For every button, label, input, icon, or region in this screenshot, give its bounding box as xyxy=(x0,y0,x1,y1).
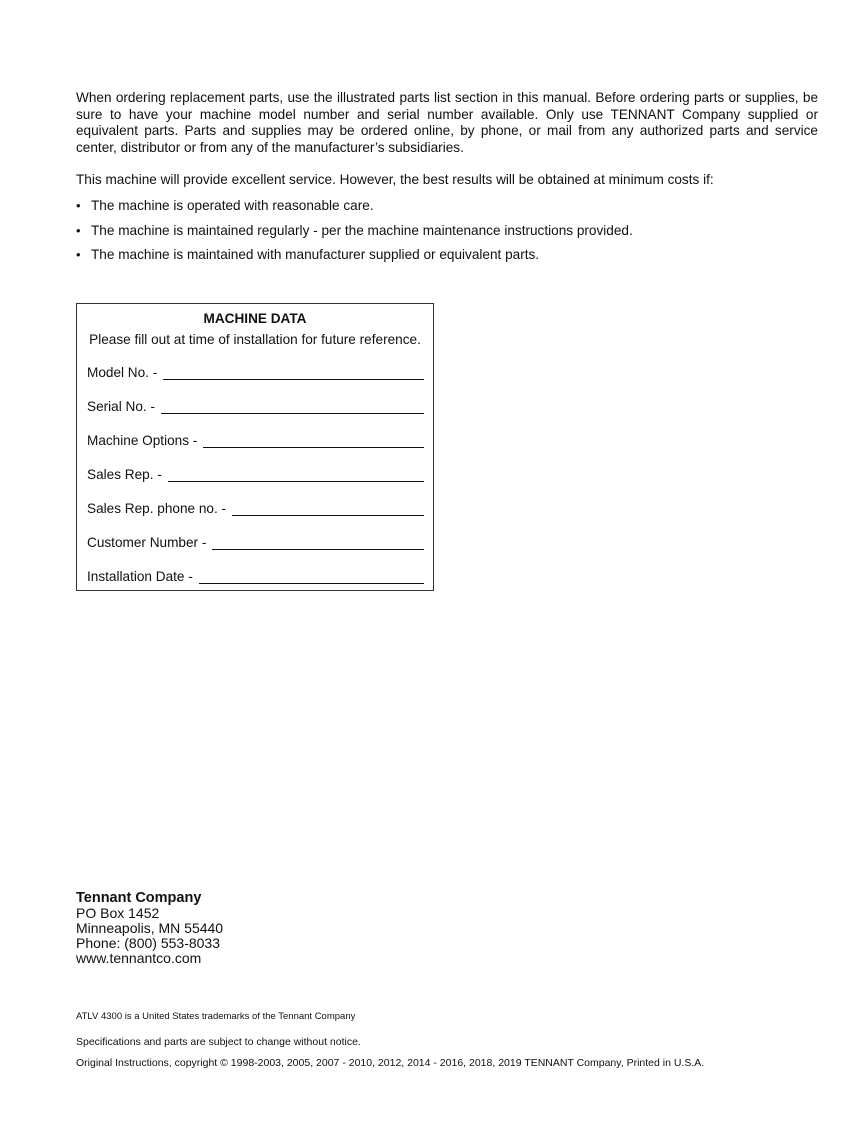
sales-rep-field[interactable] xyxy=(87,463,424,483)
field-label: Sales Rep. - xyxy=(87,467,162,482)
copyright-notice: Original Instructions, copyright © 1998-2003, 2005, 2007 - 2010, 2012, 2014 - 2016, 2018, 2019 TENNANT Company, Printed in U.S.A. xyxy=(76,1057,705,1069)
fill-in-line[interactable] xyxy=(199,571,424,584)
trademark-notice: ATLV 4300 is a United States trademarks of the Tennant Company xyxy=(76,1011,356,1022)
fill-in-line[interactable] xyxy=(212,537,424,550)
machine-data-subtitle: Please fill out at time of installation for future reference. xyxy=(89,332,421,347)
city-state-zip: Minneapolis, MN 55440 xyxy=(76,920,224,936)
phone-number: Phone: (800) 553-8033 xyxy=(76,935,220,951)
field-label: Machine Options - xyxy=(87,433,198,448)
customer-number-field[interactable] xyxy=(87,531,424,551)
fill-in-line[interactable] xyxy=(163,367,424,380)
company-address xyxy=(76,891,223,966)
service-paragraph: This machine will provide excellent service. However, the best results will be obtained at minimum costs if: xyxy=(76,172,714,187)
specifications-notice: Specifications and parts are subject to change without notice. xyxy=(76,1036,361,1048)
po-box: PO Box 1452 xyxy=(76,905,160,921)
machine-data-box xyxy=(76,303,434,591)
installation-date-field[interactable] xyxy=(87,565,424,585)
bullet-item xyxy=(76,247,633,272)
fill-in-line[interactable] xyxy=(161,401,424,414)
bullet-icon: • xyxy=(76,247,81,262)
intro-paragraph: When ordering replacement parts, use the illustrated parts list section in this manual. Before ordering parts or supplies, be sure to have your machine model number and serial number available. Only use TENNANT Company supplied or equivalent parts. Parts and supplies may be ordered online, by phone, or mail from any authorized parts and service center, distributor or from any of the manufacturer’s subsidiaries. xyxy=(76,90,818,155)
bullet-text: The machine is maintained with manufacturer supplied or equivalent parts. xyxy=(91,247,540,262)
company-name: Tennant Company xyxy=(76,890,202,906)
model-no-field[interactable] xyxy=(87,361,424,381)
website-link[interactable]: www.tennantco.com xyxy=(76,950,202,966)
machine-data-title: MACHINE DATA xyxy=(203,311,307,326)
bullet-text: The machine is operated with reasonable care. xyxy=(91,198,374,213)
machine-options-field[interactable] xyxy=(87,429,424,449)
fill-in-line[interactable] xyxy=(168,469,424,482)
bullet-icon: • xyxy=(76,222,81,238)
field-label: Installation Date - xyxy=(87,569,193,584)
sales-rep-phone-field[interactable] xyxy=(87,497,424,517)
fill-in-line[interactable] xyxy=(232,503,424,516)
field-label: Sales Rep. phone no. - xyxy=(87,501,227,516)
field-label: Customer Number - xyxy=(87,535,207,550)
bullet-item xyxy=(76,198,633,223)
bullet-item xyxy=(76,223,633,248)
field-label: Serial No. - xyxy=(87,399,155,414)
care-bullet-list xyxy=(76,198,633,272)
fill-in-line[interactable] xyxy=(203,435,424,448)
bullet-icon: • xyxy=(76,198,81,213)
bullet-text: The machine is maintained regularly - per the machine maintenance instructions provided. xyxy=(91,222,633,238)
field-label: Model No. - xyxy=(87,365,158,380)
serial-no-field[interactable] xyxy=(87,395,424,415)
